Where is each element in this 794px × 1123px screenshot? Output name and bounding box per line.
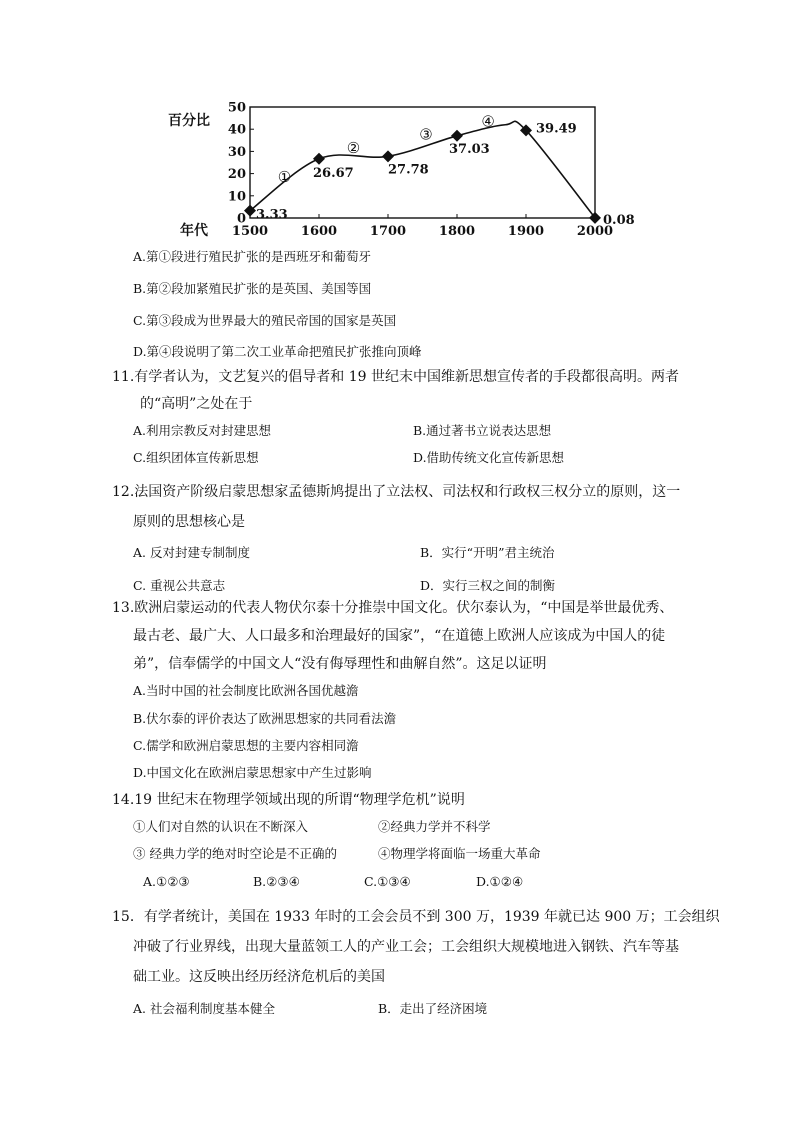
q13-stem-line3: 弟”，信奉儒学的中国文人“没有侮辱理性和曲解自然”。这足以证明 [133,656,547,672]
q13-option-c: C.儒学和欧洲启蒙思想的主要内容相同澹 [133,738,359,753]
x-tick-label: 1500 [231,224,269,239]
q11-option-d: D.借助传统文化宣传新思想 [413,450,565,465]
q10-option-d: D.第④段说明了第二次工业革命把殖民扩张推向顶峰 [133,344,422,359]
y-tick-label: 10 [227,189,246,205]
segment-marker: ③ [419,125,433,144]
data-point [313,153,325,165]
q10-option-c: C.第③段成为世界最大的殖民帝国的国家是英国 [133,313,397,328]
y-tick-label: 20 [227,167,246,183]
q13-stem-line2: 最古老、最广大、人口最多和治理最好的国家”，“在道德上欧洲人应该成为中国人的徒 [133,628,666,644]
q11-stem-line1: 11.有学者认为，文艺复兴的倡导者和 19 世纪末中国维新思想宣传者的手段都很高明。两者 [112,369,679,385]
x-tick-label: 1900 [507,224,545,239]
q14-statement-2: ②经典力学并不科学 [378,819,491,834]
colonial-expansion-chart [160,95,650,245]
q11-option-b: B.通过著书立说表达思想 [413,423,552,438]
q14-option-b: B.②③④ [253,874,300,889]
data-label: 39.49 [536,121,577,137]
q13-stem-line1: 13.欧洲启蒙运动的代表人物伏尔泰十分推崇中国文化。伏尔泰认为，“中国是举世最优秀、 [112,600,674,616]
q14-statement-3: ③ 经典力学的绝对时空论是不正确的 [133,846,337,861]
y-tick-label: 0 [236,211,246,227]
q11-option-a: A.利用宗教反对封建思想 [133,423,272,438]
q14-stem: 14.19 世纪末在物理学领域出现的所谓“物理学危机”说明 [112,792,465,808]
x-tick-label: 1600 [300,224,338,239]
q12-stem-line2: 原则的思想核心是 [133,514,245,530]
q11-stem-line2: 的“高明”之处在于 [140,396,253,412]
q15-stem-line2: 冲破了行业界线，出现大量蓝领工人的产业工会；工会组织大规模地进入钢铁、汽车等基 [133,939,679,955]
q15-stem-line3: 础工业。这反映出经历经济危机后的美国 [133,969,385,985]
y-tick-label: 40 [227,122,246,138]
q14-statement-4: ④物理学将面临一场重大革命 [378,846,541,861]
q12-option-c: C. 重视公共意志 [133,578,226,593]
x-axis-title: 年代 [180,223,208,239]
q15-stem-line1: 15．有学者统计，美国在 1933 年时的工会会员不到 300 万，1939 年就已达 900 万；工会组织 [112,909,720,925]
data-label: 26.67 [313,165,354,181]
q13-option-a: A.当时中国的社会制度比欧洲各国优越澹 [133,683,359,698]
q12-option-b: B．实行“开明”君主统治 [420,545,555,560]
q14-statement-1: ①人们对自然的认识在不断深入 [133,819,309,834]
q12-option-a: A. 反对封建专制制度 [133,545,250,560]
y-tick-label: 30 [227,144,246,160]
x-tick-label: 1700 [369,224,407,239]
segment-marker: ① [277,167,292,186]
q12-option-d: D．实行三权之间的制衡 [420,578,556,593]
data-label: 3.33 [256,207,288,223]
x-tick-label: 1800 [438,224,476,239]
x-tick-label: 2000 [576,224,614,239]
data-label: 0.08 [603,212,635,228]
q11-option-c: C.组织团体宣传新思想 [133,450,259,465]
data-label: 27.78 [388,162,429,178]
data-point [382,150,394,162]
q14-option-c: C.①③④ [364,874,411,889]
q10-option-a: A.第①段进行殖民扩张的是西班牙和葡萄牙 [133,249,372,264]
y-tick-label: 50 [227,100,246,116]
q12-stem-line1: 12.法国资产阶级启蒙思想家孟德斯鸠提出了立法权、司法权和行政权三权分立的原则，这一 [112,484,681,500]
q15-option-a: A. 社会福利制度基本健全 [133,1001,275,1016]
q13-option-d: D.中国文化在欧洲启蒙思想家中产生过影响 [133,765,372,780]
segment-marker: ② [346,138,361,157]
y-axis-title: 百分比 [168,113,210,129]
q13-option-b: B.伏尔泰的评价表达了欧洲思想家的共同看法澹 [133,711,397,726]
data-point [451,130,463,142]
data-label: 37.03 [449,141,490,157]
q15-option-b: B．走出了经济困境 [378,1001,488,1016]
q14-option-a: A.①②③ [143,874,190,889]
q10-option-b: B.第②段加紧殖民扩张的是英国、美国等国 [133,281,372,296]
segment-marker: ④ [481,112,495,131]
q14-option-d: D.①②④ [476,874,524,889]
